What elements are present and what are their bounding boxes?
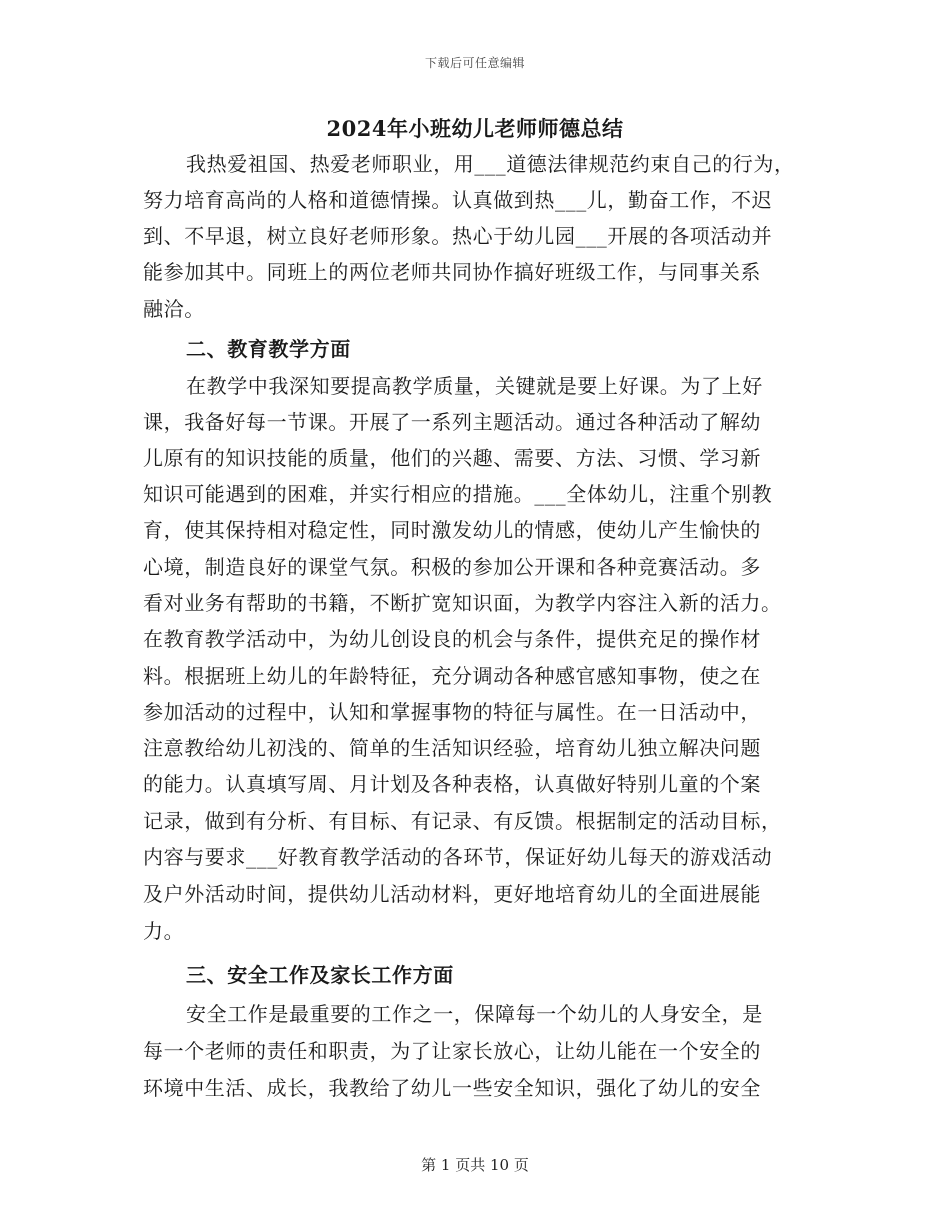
paragraph-line: 料。根据班上幼儿的年龄特征，充分调动各种感官感知事物，使之在 xyxy=(143,664,761,688)
paragraph-line: 知识可能遇到的困难，并实行相应的措施。___全体幼儿，注重个别教 xyxy=(143,482,773,506)
paragraph-line: 到、不早退，树立良好老师形象。热心于幼儿园___开展的各项活动并 xyxy=(143,224,773,248)
paragraph-line: 安全工作是最重要的工作之一，保障每一个幼儿的人身安全，是 xyxy=(186,1002,763,1026)
paragraph-line: 看对业务有帮助的书籍，不断扩宽知识面，为教学内容注入新的活力。 xyxy=(143,591,782,615)
paragraph-line: 的能力。认真填写周、月计划及各种表格，认真做好特别儿童的个案 xyxy=(143,772,761,796)
paragraph-line: 在教育教学活动中，为幼儿创设良的机会与条件，提供充足的操作材 xyxy=(143,627,761,651)
paragraph-line: 每一个老师的责任和职责，为了让家长放心，让幼儿能在一个安全的 xyxy=(143,1039,761,1063)
paragraph-line: 课，我备好每一节课。开展了一系列主题活动。通过各种活动了解幼 xyxy=(143,410,761,434)
paragraph-line: 我热爱祖国、热爱老师职业，用___道德法律规范约束自己的行为， xyxy=(186,152,795,176)
paragraph-line: 能参加其中。同班上的两位老师共同协作搞好班级工作，与同事关系 xyxy=(143,260,761,284)
paragraph-line: 内容与要求___好教育教学活动的各环节，保证好幼儿每天的游戏活动 xyxy=(143,845,773,869)
paragraph-line: 儿原有的知识技能的质量，他们的兴趣、需要、方法、习惯、学习新 xyxy=(143,446,761,470)
paragraph-line: 努力培育高尚的人格和道德情操。认真做到热___儿，勤奋工作，不迟 xyxy=(143,188,773,212)
paragraph-line: 融洽。 xyxy=(143,297,205,321)
paragraph-line: 育，使其保持相对稳定性，同时激发幼儿的情感，使幼儿产生愉快的 xyxy=(143,518,761,542)
paragraph-line: 力。 xyxy=(143,919,185,943)
paragraph-line: 注意教给幼儿初浅的、简单的生活知识经验，培育幼儿独立解决问题 xyxy=(143,736,761,760)
paragraph-line: 记录，做到有分析、有目标、有记录、有反馈。根据制定的活动目标， xyxy=(143,809,782,833)
paragraph-line: 及户外活动时间，提供幼儿活动材料，更好地培育幼儿的全面进展能 xyxy=(143,882,761,906)
paragraph-line: 心境，制造良好的课堂气氛。积极的参加公开课和各种竞赛活动。多 xyxy=(143,555,761,579)
paragraph-line: 在教学中我深知要提高教学质量，关键就是要上好课。为了上好 xyxy=(186,374,763,398)
section-heading: 三、安全工作及家长工作方面 xyxy=(186,963,454,987)
page-footer: 第 1 页共 10 页 xyxy=(421,1156,529,1174)
page-header: 下载后可任意编辑 xyxy=(424,56,525,70)
paragraph-line: 参加活动的过程中，认知和掌握事物的特征与属性。在一日活动中， xyxy=(143,700,761,724)
paragraph-line: 环境中生活、成长，我教给了幼儿一些安全知识，强化了幼儿的安全 xyxy=(143,1076,761,1100)
section-heading: 二、教育教学方面 xyxy=(186,337,351,361)
document-title: 2024年小班幼儿老师师德总结 xyxy=(326,116,624,141)
